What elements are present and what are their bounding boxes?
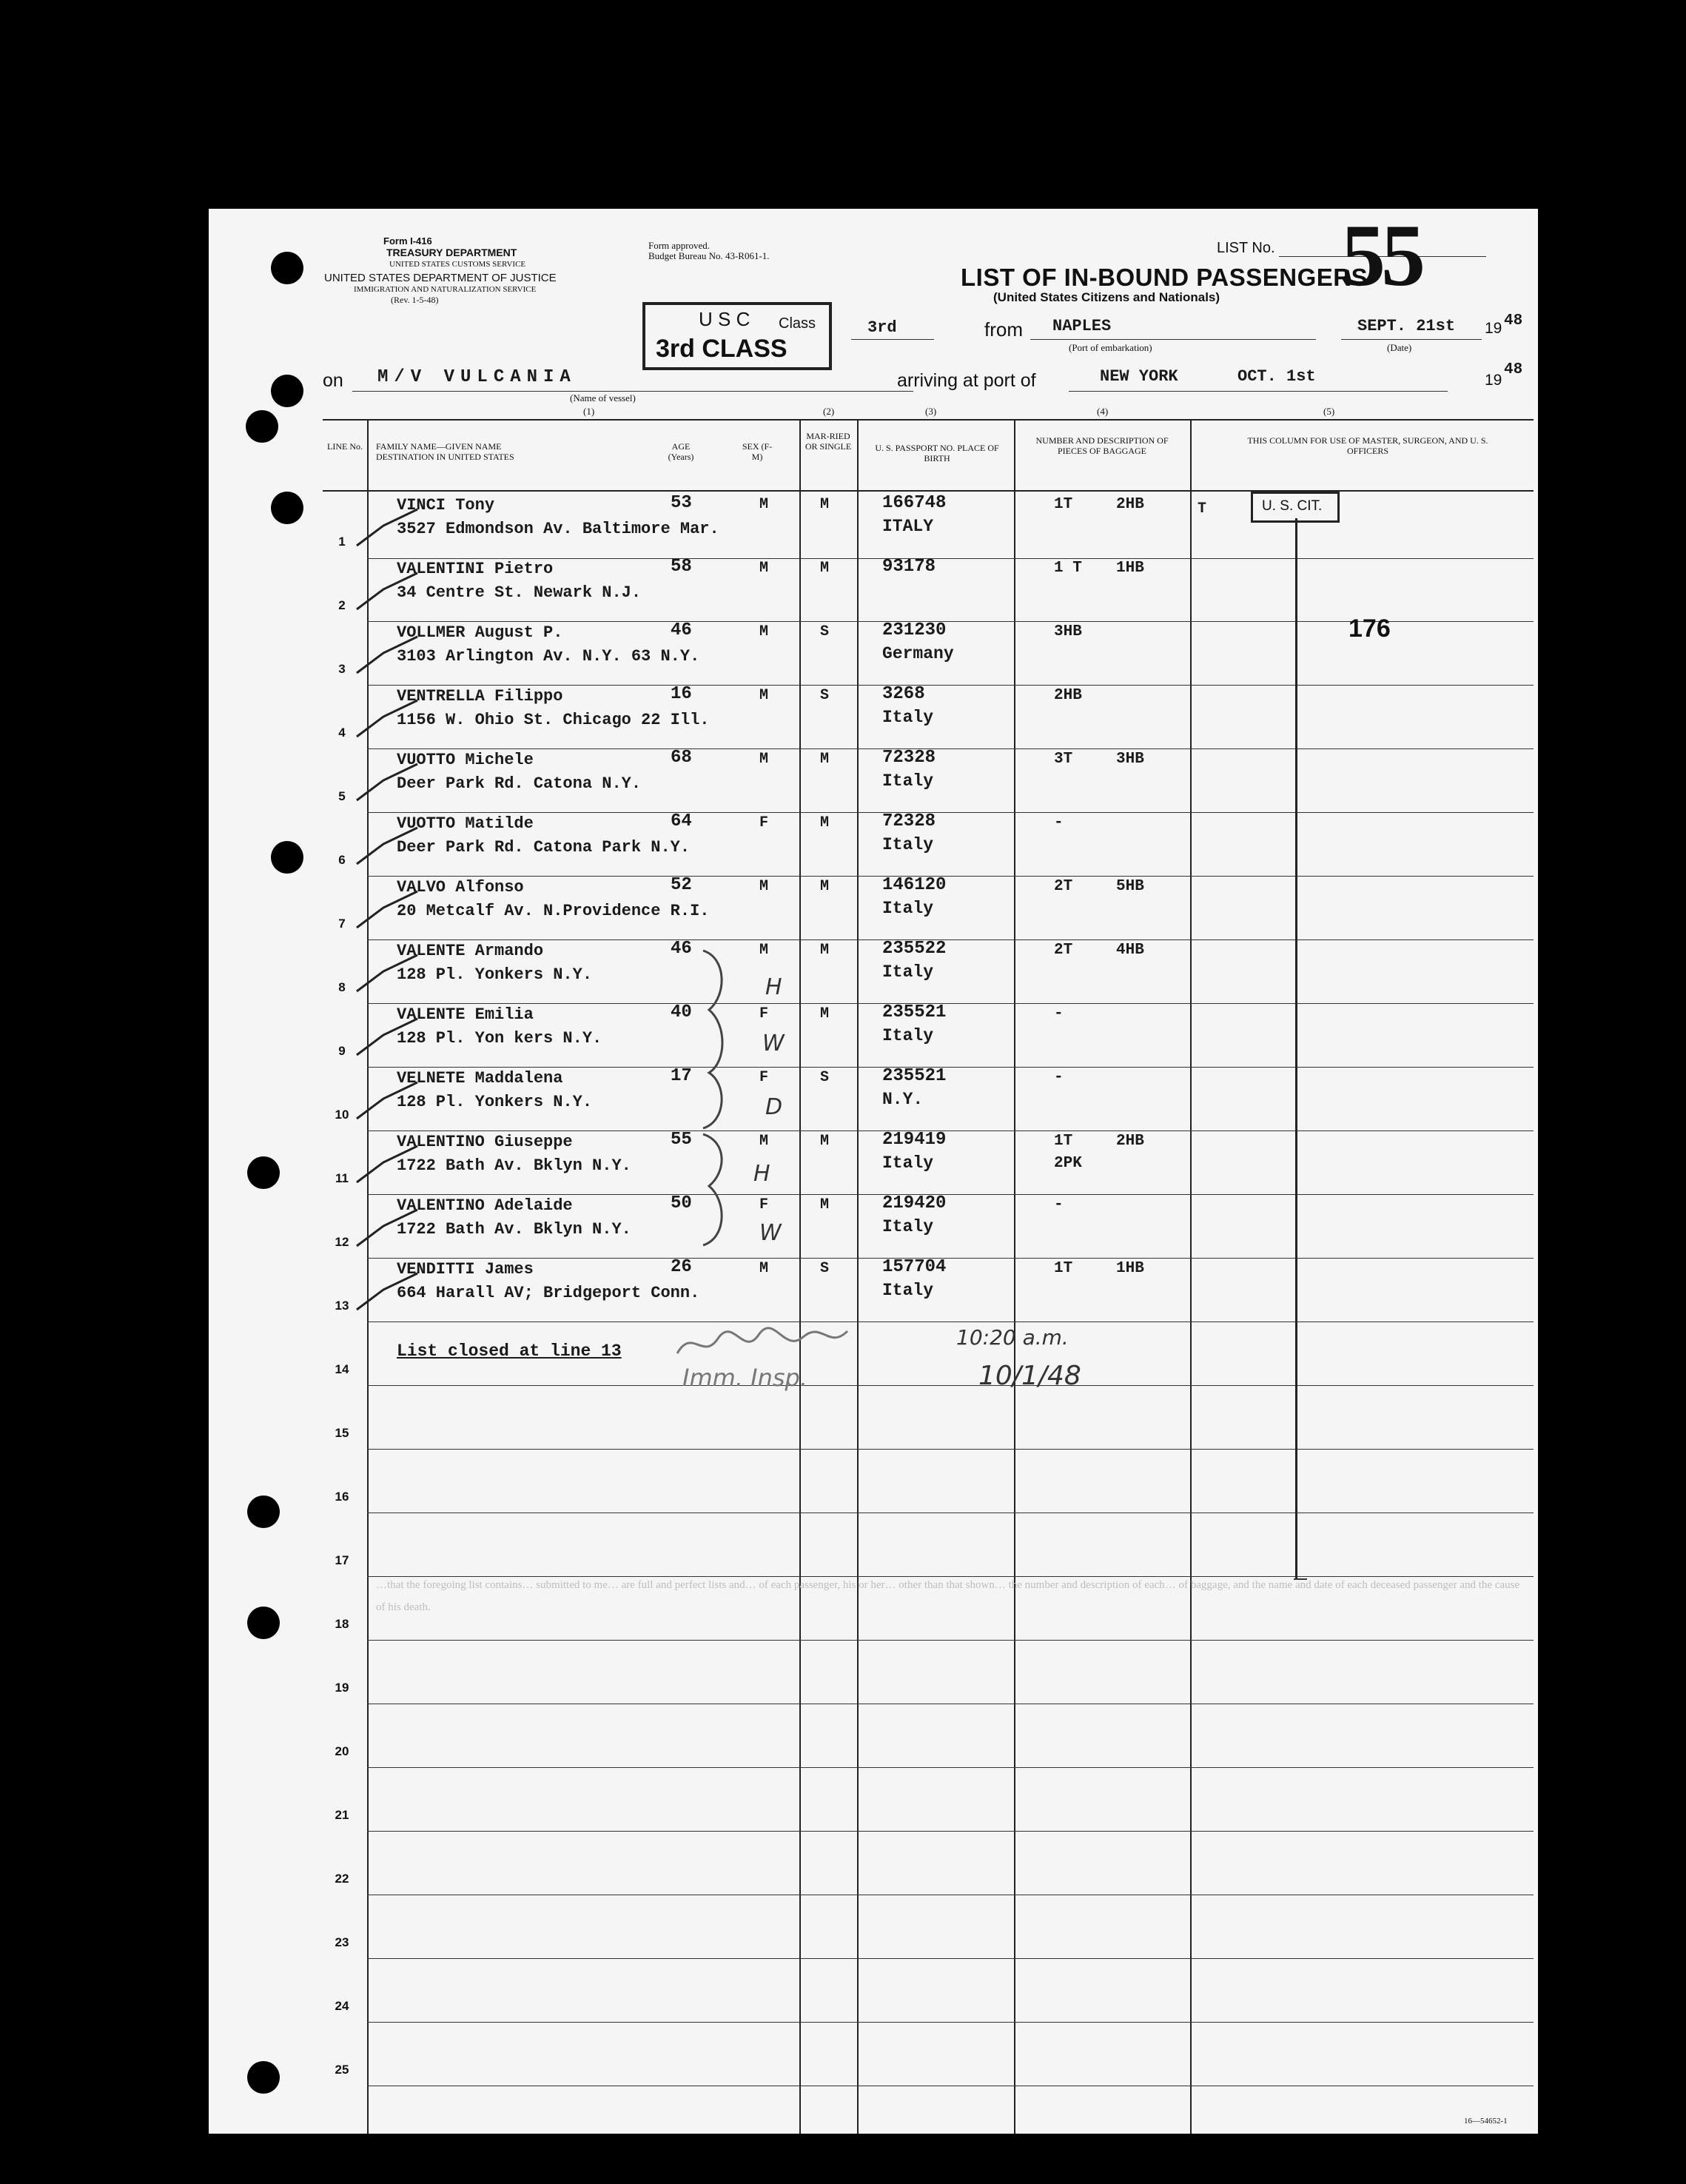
row-rule (367, 748, 1534, 749)
budget-label: Budget Bureau No. 43-R061-1. (648, 250, 770, 261)
passenger-age: 55 (671, 1130, 692, 1150)
baggage-trunks: - (1054, 1196, 1064, 1213)
passenger-name: VENDITTI James (397, 1260, 534, 1279)
passport-number: 235522 (882, 939, 947, 959)
col-divider-passport (1014, 419, 1015, 2134)
embark-caption: (Port of embarkation) (1069, 342, 1152, 353)
col-passport: U. S. PASSPORT NO. PLACE OF BIRTH (875, 443, 999, 463)
treasury-label: TREASURY DEPARTMENT (386, 247, 517, 258)
col-num-1: (1) (583, 406, 595, 417)
header-bottom-rule (323, 490, 1534, 492)
document-title: LIST OF IN-BOUND PASSENGERS (961, 264, 1368, 291)
baggage-handbags: 5HB (1116, 878, 1144, 895)
vessel-name: M/V VULCANIA (377, 367, 577, 387)
baggage-trunks: 1T (1054, 1133, 1073, 1150)
punch-hole (271, 252, 303, 284)
ins-label: IMMIGRATION AND NATURALIZATION SERVICE (354, 285, 537, 294)
passenger-age: 16 (671, 684, 692, 704)
checkmark-icon (354, 887, 420, 931)
passenger-destination: Deer Park Rd. Catona Park N.Y. (397, 838, 691, 857)
col-num-2: (2) (823, 406, 835, 417)
family-mark-w1: W (762, 1031, 785, 1056)
printer-code: 16—54652-1 (1464, 2117, 1508, 2126)
checkmark-icon (354, 1014, 420, 1059)
list-no-label: LIST No. (1217, 240, 1275, 256)
col-divider-baggage (1190, 419, 1192, 2134)
checkmark-icon (354, 823, 420, 868)
passenger-name: VALENTE Emilia (397, 1005, 534, 1024)
from-label: from (984, 318, 1023, 341)
row-rule (367, 1067, 1534, 1068)
row-rule (367, 1449, 1534, 1450)
passenger-sex: F (759, 1005, 769, 1022)
passenger-age: 52 (671, 875, 692, 895)
row-rule (367, 558, 1534, 559)
place-of-birth: Italy (882, 962, 934, 982)
date-rule (1341, 339, 1482, 340)
punch-hole (247, 2061, 280, 2094)
passport-number: 146120 (882, 875, 947, 895)
passenger-sex: M (759, 623, 769, 640)
punch-hole (247, 1495, 280, 1528)
punch-hole (271, 375, 303, 407)
passenger-name: VENTRELLA Filippo (397, 687, 563, 706)
passenger-destination: 1722 Bath Av. Bklyn N.Y. (397, 1220, 631, 1239)
signature-time: 10:20 a.m. (956, 1325, 1069, 1350)
manifest-page (209, 206, 1538, 2134)
family-mark-h1: H (765, 974, 782, 1000)
list-number: 55 (1341, 206, 1421, 304)
col-num-5: (5) (1323, 406, 1335, 417)
row-line-number: 8 (338, 980, 346, 994)
col-age: AGE (Years) (668, 441, 694, 462)
passenger-age: 46 (671, 620, 692, 640)
passenger-name: VALENTINO Adelaide (397, 1196, 573, 1215)
baggage-handbags: 3HB (1116, 751, 1144, 768)
form-number: Form I-416 (383, 235, 432, 247)
row-line-number: 21 (335, 1808, 349, 1822)
place-of-birth: Italy (882, 835, 934, 854)
year-prefix-2: 19 (1485, 372, 1502, 389)
row-line-number: 18 (335, 1617, 349, 1631)
passenger-age: 17 (671, 1066, 692, 1086)
passenger-sex: M (759, 751, 769, 768)
checkmark-icon (354, 1078, 420, 1122)
place-of-birth: Italy (882, 771, 934, 791)
row-rule (367, 1385, 1534, 1386)
embark-date: SEPT. 21st (1357, 317, 1456, 335)
passenger-name: VALENTE Armando (397, 942, 544, 960)
baggage-handbags: 1HB (1116, 1260, 1144, 1277)
inspector-signature (674, 1324, 851, 1368)
row-rule (367, 1831, 1534, 1832)
baggage-trunks: 2T (1054, 942, 1073, 959)
passport-number: 235521 (882, 1002, 947, 1022)
passenger-name: VALVO Alfonso (397, 878, 524, 897)
passenger-marital: M (820, 1005, 830, 1022)
class-rule (851, 339, 934, 340)
place-of-birth: N.Y. (882, 1090, 924, 1109)
passenger-destination: 1722 Bath Av. Bklyn N.Y. (397, 1156, 631, 1175)
stamp-3rd-class: 3rd CLASS (656, 335, 787, 363)
col-name: FAMILY NAME—GIVEN NAME DESTINATION IN UNITED STATES (376, 441, 514, 462)
class-stamp (642, 302, 832, 370)
passport-number: 72328 (882, 748, 936, 768)
arrival-year: 48 (1504, 361, 1523, 378)
passenger-age: 40 (671, 1002, 692, 1022)
passport-number: 166748 (882, 493, 947, 513)
row-rule (367, 1003, 1534, 1004)
passenger-name: VUOTTO Michele (397, 751, 534, 769)
row-line-number: 13 (335, 1299, 349, 1313)
row-line-number: 4 (338, 726, 346, 740)
stamp-usc: U S C (699, 308, 750, 330)
passport-number: 231230 (882, 620, 947, 640)
passenger-sex: M (759, 942, 769, 959)
baggage-handbags: 2HB (1116, 496, 1144, 513)
row-rule (367, 876, 1534, 877)
row-rule (367, 812, 1534, 813)
place-of-birth: ITALY (882, 517, 934, 536)
place-of-birth: Italy (882, 708, 934, 727)
passenger-destination: 664 Harall AV; Bridgeport Conn. (397, 1284, 700, 1302)
passenger-sex: M (759, 878, 769, 895)
customs-label: UNITED STATES CUSTOMS SERVICE (389, 260, 526, 269)
baggage-handbags: 1HB (1116, 560, 1144, 577)
vessel-rule (352, 391, 913, 392)
col-married: MAR-RIED OR SINGLE (805, 431, 852, 452)
col-baggage: NUMBER AND DESCRIPTION OF PIECES OF BAGGAGE (1035, 435, 1169, 456)
passenger-name: VINCI Tony (397, 496, 495, 515)
passenger-name: VUOTTO Matilde (397, 814, 534, 833)
col-num-4: (4) (1097, 406, 1109, 417)
year-prefix-1: 19 (1485, 320, 1502, 337)
passenger-sex: M (759, 1133, 769, 1150)
baggage-handbags: 2HB (1116, 1133, 1144, 1150)
row-rule (367, 1767, 1534, 1768)
arriving-label: arriving at port of (897, 370, 1036, 391)
row-line-number: 10 (335, 1108, 349, 1122)
punch-hole (246, 410, 278, 443)
port-arrival: NEW YORK (1100, 367, 1178, 386)
passenger-age: 64 (671, 811, 692, 831)
passenger-age: 58 (671, 557, 692, 577)
approved-label: Form approved. (648, 240, 711, 251)
passenger-name: VALENTINO Giuseppe (397, 1133, 573, 1151)
faded-certification-text: …that the foregoing list contains… submitted to me… are full and perfect lists and… of each passenger, his or her… other than that shown… the number and description of each… of baggage, and the name and date of each deceased passenger and the cause of his death. (376, 1579, 1520, 1613)
embark-rule (1030, 339, 1316, 340)
row-line-number: 24 (335, 1999, 349, 2013)
row-rule (367, 1958, 1534, 1959)
row-rule (367, 939, 1534, 940)
passenger-age: 68 (671, 748, 692, 768)
row-line-number: 23 (335, 1935, 349, 1949)
passenger-sex: M (759, 1260, 769, 1277)
row-line-number: 9 (338, 1044, 346, 1058)
row-rule (367, 685, 1534, 686)
passenger-sex: M (759, 560, 769, 577)
col-divider-ms-left (799, 419, 801, 2134)
row-line-number: 17 (335, 1553, 349, 1567)
date-caption: (Date) (1387, 342, 1412, 353)
row-rule (367, 2022, 1534, 2023)
passenger-marital: S (820, 1260, 830, 1277)
row-line-number: 15 (335, 1426, 349, 1440)
passenger-name: VELNETE Maddalena (397, 1069, 563, 1088)
passenger-destination: 128 Pl. Yon kers N.Y. (397, 1029, 602, 1048)
passenger-marital: M (820, 942, 830, 959)
place-of-birth: Italy (882, 899, 934, 918)
passenger-age: 53 (671, 493, 692, 513)
place-of-birth: Italy (882, 1026, 934, 1045)
passenger-destination: 128 Pl. Yonkers N.Y. (397, 965, 593, 984)
row-line-number: 25 (335, 2063, 349, 2077)
rev-label: (Rev. 1-5-48) (391, 295, 439, 305)
family-mark-h2: H (753, 1161, 770, 1187)
embark-year: 48 (1504, 312, 1523, 329)
baggage-trunks: - (1054, 814, 1064, 831)
checkmark-icon (354, 1142, 420, 1186)
baggage-trunks: 1 T (1054, 560, 1082, 577)
passport-number: 219420 (882, 1193, 947, 1213)
baggage-trunks: 3T (1054, 751, 1073, 768)
row-line-number: 20 (335, 1744, 349, 1758)
passenger-marital: M (820, 814, 830, 831)
arrival-date: OCT. 1st (1237, 367, 1316, 386)
col-officers: THIS COLUMN FOR USE OF MASTER, SURGEON, AND U. S. OFFICERS (1247, 435, 1488, 456)
checkmark-icon (354, 760, 420, 804)
baggage-trunks: - (1054, 1005, 1064, 1022)
passenger-destination: 34 Centre St. Newark N.J. (397, 583, 642, 602)
passenger-marital: M (820, 560, 830, 577)
passenger-name: VOLLMER August P. (397, 623, 563, 642)
passport-number: 72328 (882, 811, 936, 831)
passenger-name: VALENTINI Pietro (397, 560, 554, 578)
justice-label: UNITED STATES DEPARTMENT OF JUSTICE (324, 272, 557, 284)
passenger-sex: F (759, 814, 769, 831)
passenger-marital: S (820, 623, 830, 640)
baggage-trunks: 3HB (1054, 623, 1082, 640)
punch-hole (271, 492, 303, 524)
checkmark-icon (354, 951, 420, 995)
passenger-sex: F (759, 1069, 769, 1086)
place-of-birth: Germany (882, 644, 954, 663)
officer-bracket-line (1295, 518, 1297, 1580)
place-of-birth: Italy (882, 1153, 934, 1173)
baggage-handbags: 4HB (1116, 942, 1144, 959)
passenger-sex: M (759, 496, 769, 513)
checkmark-icon (354, 505, 420, 549)
family-bracket-valentino (697, 1127, 742, 1253)
passenger-destination: 20 Metcalf Av. N.Providence R.I. (397, 902, 710, 920)
vessel-caption: (Name of vessel) (570, 392, 636, 403)
baggage-trunks: 1T (1054, 1260, 1073, 1277)
row-line-number: 22 (335, 1872, 349, 1886)
us-cit-text: U. S. CIT. (1262, 498, 1323, 514)
signature-date: 10/1/48 (978, 1361, 1081, 1391)
passenger-marital: M (820, 751, 830, 768)
family-mark-w2: W (759, 1220, 782, 1246)
on-label: on (323, 370, 343, 391)
passport-number: 157704 (882, 1257, 947, 1277)
row-line-number: 6 (338, 853, 346, 867)
passenger-age: 50 (671, 1193, 692, 1213)
signature-title: Imm. Insp. (682, 1364, 807, 1392)
passenger-marital: S (820, 1069, 830, 1086)
list-closed-note: List closed at line 13 (397, 1341, 622, 1361)
family-mark-d: D (765, 1094, 783, 1120)
row-line-number: 16 (335, 1490, 349, 1504)
passenger-marital: M (820, 1196, 830, 1213)
row-rule (367, 1258, 1534, 1259)
class-value: 3rd (867, 318, 897, 337)
row-rule (367, 1640, 1534, 1641)
punch-hole (271, 841, 303, 874)
passenger-marital: M (820, 1133, 830, 1150)
passport-number: 235521 (882, 1066, 947, 1086)
passenger-destination: 3103 Arlington Av. N.Y. 63 N.Y. (397, 647, 700, 666)
passenger-destination: 1156 W. Ohio St. Chicago 22 Ill. (397, 711, 710, 729)
row-line-number: 14 (335, 1362, 349, 1376)
passenger-marital: S (820, 687, 830, 704)
baggage-trunks: 1T (1054, 496, 1073, 513)
row-line-number: 12 (335, 1235, 349, 1249)
baggage-trunks: 2HB (1054, 687, 1082, 704)
passport-number: 3268 (882, 684, 925, 704)
checkmark-icon (354, 696, 420, 740)
passenger-age: 26 (671, 1257, 692, 1277)
family-bracket-valente (697, 943, 742, 1136)
passenger-count: 176 (1349, 614, 1391, 643)
table-top-rule (323, 419, 1534, 421)
passenger-marital: M (820, 496, 830, 513)
document-subtitle: (United States Citizens and Nationals) (993, 290, 1220, 304)
punch-hole (247, 1156, 280, 1189)
row-line-number: 3 (338, 662, 346, 676)
row-line-number: 5 (338, 789, 346, 803)
passenger-destination: 3527 Edmondson Av. Baltimore Mar. (397, 520, 719, 538)
place-of-birth: Italy (882, 1217, 934, 1236)
row-line-number: 1 (338, 535, 346, 549)
stamp-class-word: Class (779, 315, 816, 332)
passport-number: 219419 (882, 1130, 947, 1150)
passenger-sex: F (759, 1196, 769, 1213)
col-line-no: LINE No. (327, 441, 363, 452)
row-line-number: 2 (338, 598, 346, 612)
checkmark-icon (354, 569, 420, 613)
row-line-number: 19 (335, 1681, 349, 1695)
checkmark-icon (354, 1205, 420, 1250)
checkmark-icon (354, 1269, 420, 1313)
officer-mark: T (1198, 500, 1207, 517)
baggage-trunks: 2T (1054, 878, 1073, 895)
passenger-marital: M (820, 878, 830, 895)
row-line-number: 7 (338, 917, 346, 931)
passport-number: 93178 (882, 557, 936, 577)
checkmark-icon (354, 632, 420, 677)
passenger-sex: M (759, 687, 769, 704)
passenger-destination: 128 Pl. Yonkers N.Y. (397, 1093, 593, 1111)
arrival-rule (1069, 391, 1448, 392)
baggage-packages: 2PK (1054, 1155, 1082, 1172)
col-sex: SEX (F-M) (742, 441, 773, 462)
punch-hole (247, 1607, 280, 1639)
row-rule (367, 1130, 1534, 1131)
row-line-number: 11 (335, 1171, 349, 1185)
passenger-age: 46 (671, 939, 692, 959)
col-num-3: (3) (925, 406, 937, 417)
port-embarkation: NAPLES (1052, 317, 1112, 335)
col-divider-ms-right (857, 419, 859, 2134)
baggage-trunks: - (1054, 1069, 1064, 1086)
place-of-birth: Italy (882, 1281, 934, 1300)
passenger-destination: Deer Park Rd. Catona N.Y. (397, 774, 642, 793)
row-rule (367, 1194, 1534, 1195)
